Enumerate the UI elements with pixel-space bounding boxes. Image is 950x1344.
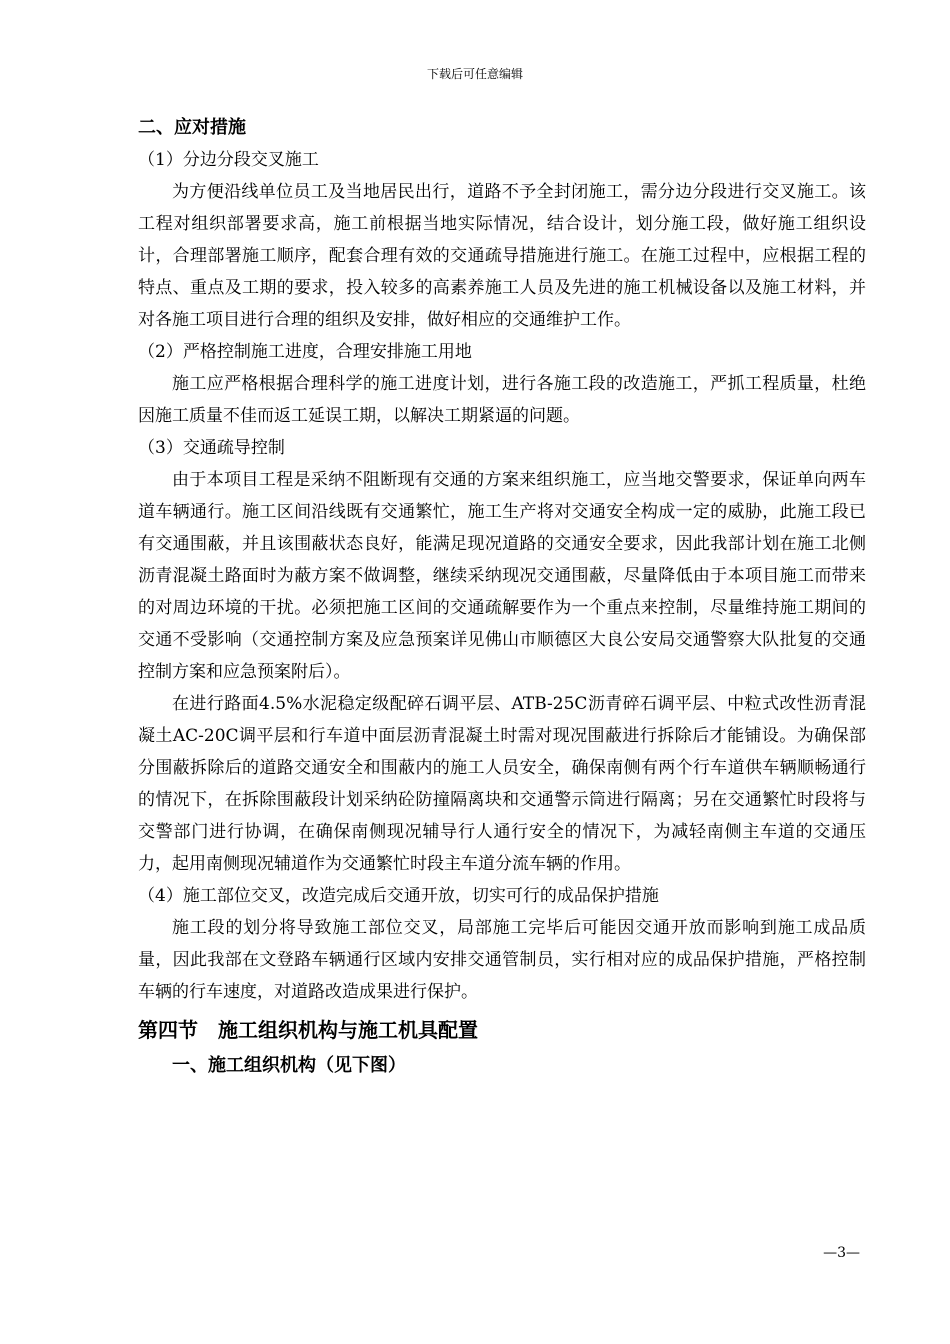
item2-title: （2）严格控制施工进度，合理安排施工用地 (138, 342, 472, 362)
header-note: 下载后可任意编辑 (426, 67, 523, 81)
item2-paragraph: 施工应严格根据合理科学的施工进度计划，进行各施工段的改造施工，严抓工程质量，杜绝因施工质量不佳而返工延误工期，以解决工期紧逼的问题。 (138, 374, 866, 426)
item4-title: （4）施工部位交叉，改造完成后交通开放，切实可行的成品保护措施 (138, 886, 659, 906)
document-body (138, 112, 866, 1082)
item3-title: （3）交通疏导控制 (138, 438, 285, 458)
section-subheading: 一、施工组织机构（见下图） (172, 1055, 406, 1076)
section-title: 第四节 施工组织机构与施工机具配置 (138, 1018, 478, 1042)
item3-paragraph-1: 由于本项目工程是采纳不阻断现有交通的方案来组织施工，应当地交警要求，保证单向两车道车辆通行。施工区间沿线既有交通繁忙，施工生产将对交通安全构成一定的威胁，此施工段已有交通围蔽，并且该围蔽状态良好，能满足现况道路的交通安全要求，因此我部计划在施工北侧沥青混凝土路面时为蔽方案不做调整，继续采纳现况交通围蔽，尽量降低由于本项目施工而带来的对周边环境的干扰。必须把施工区间的交通疏解要作为一个重点来控制，尽量维持施工期间的交通不受影响（交通控制方案及应急预案详见佛山市顺德区大良公安局交通警察大队批复的交通控制方案和应急预案附后）。 (138, 470, 866, 682)
page-number: —3— (823, 1245, 860, 1261)
item3-paragraph-2: 在进行路面4.5%水泥稳定级配碎石调平层、ATB-25C沥青碎石调平层、中粒式改性沥青混凝土AC-20C调平层和行车道中面层沥青混凝土时需对现况围蔽进行拆除后才能铺设。为确保部分围蔽拆除后的道路交通安全和围蔽内的施工人员安全，确保南侧有两个行车道供车辆顺畅通行的情况下，在拆除围蔽段计划采纳砼防撞隔离块和交通警示筒进行隔离；另在交通繁忙时段将与交警部门进行协调，在确保南侧现况辅导行人通行安全的情况下，为减轻南侧主车道的交通压力，起用南侧现况辅道作为交通繁忙时段主车道分流车辆的作用。 (138, 694, 866, 874)
item4-paragraph: 施工段的划分将导致施工部位交叉，局部施工完毕后可能因交通开放而影响到施工成品质量，因此我部在文登路车辆通行区域内安排交通管制员，实行相对应的成品保护措施，严格控制车辆的行车速度，对道路改造成果进行保护。 (138, 918, 866, 1002)
heading-measures: 二、应对措施 (138, 117, 246, 138)
item1-paragraph: 为方便沿线单位员工及当地居民出行，道路不予全封闭施工，需分边分段进行交叉施工。该工程对组织部署要求高，施工前根据当地实际情况，结合设计，划分施工段，做好施工组织设计，合理部署施工顺序，配套合理有效的交通疏导措施进行施工。在施工过程中，应根据工程的特点、重点及工期的要求，投入较多的高素养施工人员及先进的施工机械设备以及施工材料，并对各施工项目进行合理的组织及安排，做好相应的交通维护工作。 (138, 182, 866, 330)
item1-title: （1）分边分段交叉施工 (138, 150, 319, 170)
